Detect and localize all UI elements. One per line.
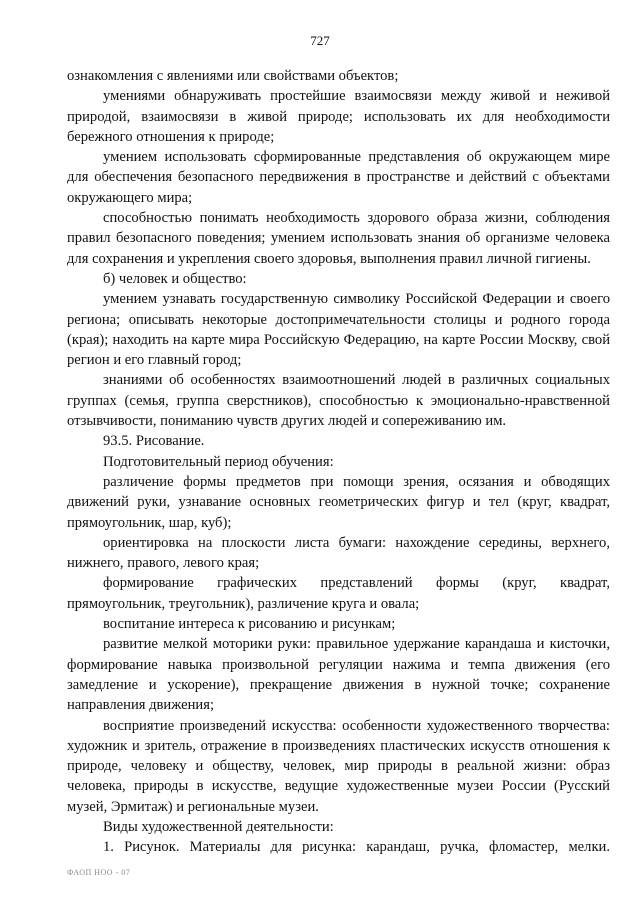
- paragraph: ориентировка на плоскости листа бумаги: нахождение середины, верхнего, нижнего, правого, левого края;: [67, 534, 610, 572]
- paragraph: ознакомления с явлениями или свойствами объектов;: [67, 68, 399, 84]
- paragraph: восприятие произведений искусства: особенности художественного творчества: художник и зритель, отражение в произведениях пластических искусств отношения к природе, человеку и обществу, человек, мир природы в реальной жизни: образ человека, природы в искусстве, ведущие художественные музеи России (Русский музей, Эрмитаж) и региональные музеи.: [67, 717, 610, 815]
- paragraph: развитие мелкой моторики руки: правильное удержание карандаша и кисточки, формирование навыка произвольной регуляции нажима и темпа движения (его замедление и ускорение), прекращение движения в нужной точке; сохранение направления движения;: [67, 636, 610, 714]
- paragraph: умением использовать сформированные представления об окружающем мире для обеспечения безопасного передвижения в пространстве и действий с объектами окружающего мира;: [67, 149, 610, 206]
- paragraph: формирование графических представлений формы (круг, квадрат, прямоугольник, треугольник), различение круга и овала;: [67, 575, 610, 612]
- body-text: [67, 66, 610, 858]
- paragraph: Подготовительный период обучения:: [103, 453, 334, 470]
- paragraph: 1. Рисунок. Материалы для рисунка: карандаш, ручка, фломастер, мелки.: [103, 839, 610, 856]
- paragraph: умением узнавать государственную символику Российской Федерации и своего региона; описывать некоторые достопримечательности столицы и родного города (края); находить на карте мира Российскую Федерацию, на карте России Москву, свой регион и его главный город;: [67, 291, 610, 369]
- paragraph: б) человек и общество:: [103, 270, 247, 287]
- paragraph: умениями обнаруживать простейшие взаимосвязи между живой и неживой природой, взаимосвязи в живой природе; использовать их для необходимости бережного отношения к природе;: [67, 88, 610, 145]
- paragraph: способностью понимать необходимость здорового образа жизни, соблюдения правил безопасного поведения; умением использовать знания об организме человека для сохранения и укрепления своего здоровья, выполнения правил личной гигиены.: [67, 210, 610, 267]
- paragraph: различение формы предметов при помощи зрения, осязания и обводящих движений руки, узнавание основных геометрических фигур и тел (круг, квадрат, прямоугольник, шар, куб);: [67, 473, 610, 531]
- page-number: 727: [310, 33, 330, 48]
- footer-code: ФАОП НОО - 07: [67, 868, 131, 877]
- section-heading: 93.5. Рисование.: [103, 433, 205, 450]
- paragraph: Виды художественной деятельности:: [103, 818, 334, 835]
- paragraph: знаниями об особенностях взаимоотношений людей в различных социальных группах (семья, группа сверстников), способностью к эмоционально-нравственной отзывчивости, пониманию чувств других людей и сопереживанию им.: [67, 372, 610, 430]
- paragraph: воспитание интереса к рисованию и рисункам;: [103, 616, 396, 633]
